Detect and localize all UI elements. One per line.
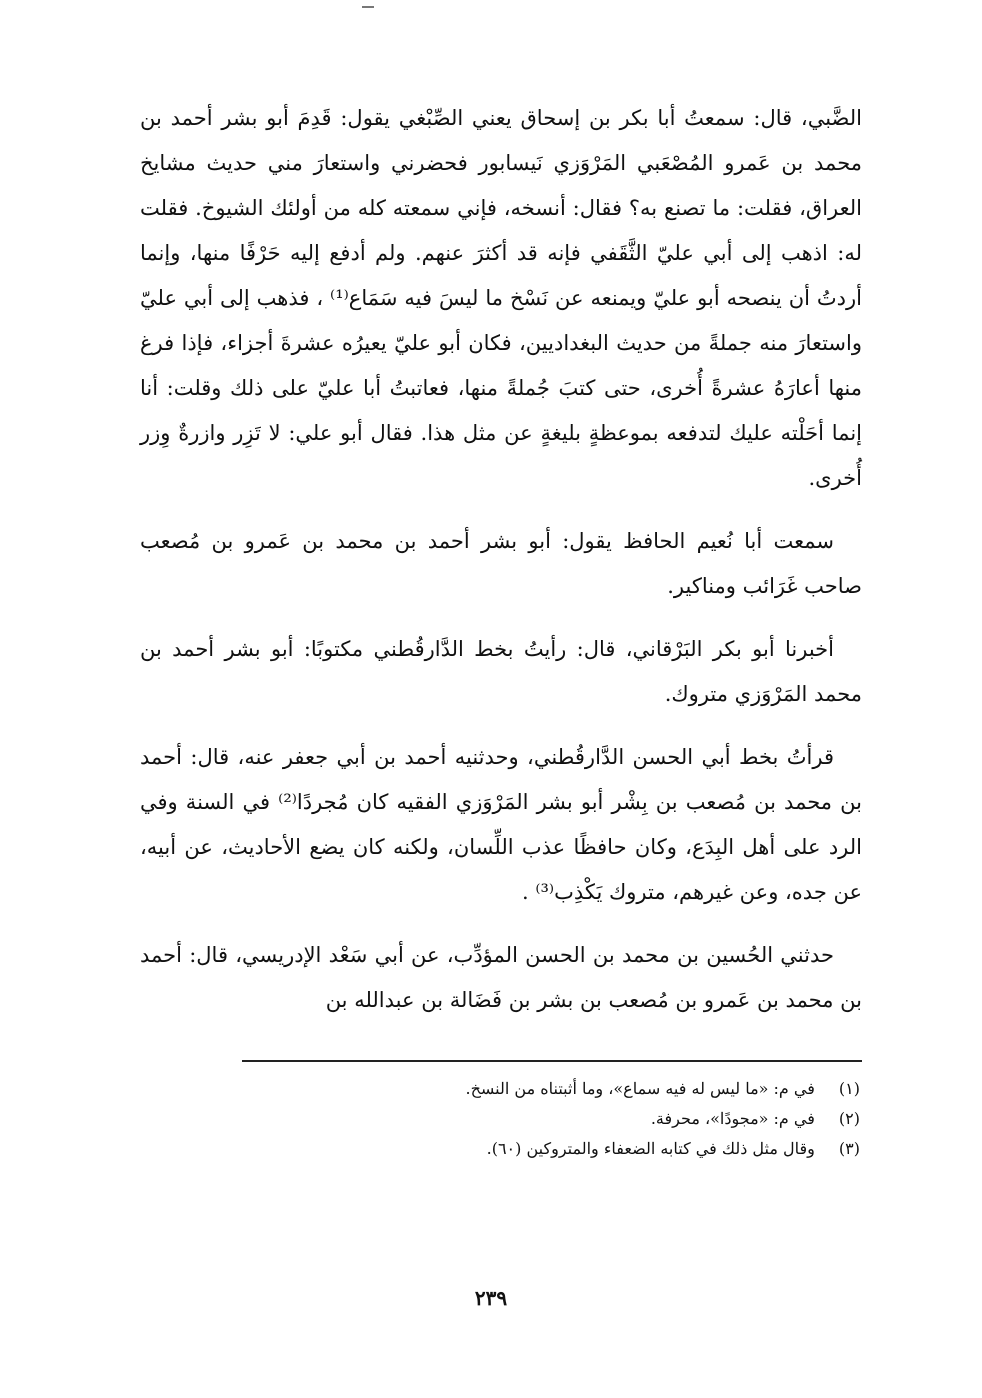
paragraph-2: سمعت أبا نُعيم الحافظ يقول: أبو بشر أحمد بن محمد بن عَمرو بن مُصعب صاحب غَرَائب ومناكير. xyxy=(140,529,862,598)
footnote-text: في م: «مجودًا»، محرفة. xyxy=(650,1109,815,1128)
footnote-number: (٢) xyxy=(838,1109,860,1128)
paragraph-5: حدثني الحُسين بن محمد بن الحسن المؤدِّب، عن أبي سَعْد الإدريسي، قال: أحمد بن محمد بن عَمرو بن مُصعب بن بشر بن فَضَالة بن عبدالله بن xyxy=(140,943,862,1012)
footnote-text: في م: «ما ليس له فيه سماع»، وما أثبتناه من النسخ. xyxy=(465,1079,815,1098)
paragraph-3: أخبرنا أبو بكر البَرْقاني، قال: رأيتُ بخط الدَّارقُطني مكتوبًا: أبو بشر أحمد بن محمد المَرْوَزي متروك. xyxy=(140,637,862,706)
footnote-1 xyxy=(360,1074,860,1104)
footnote-2 xyxy=(360,1104,860,1134)
paragraph-4: قرأتُ بخط أبي الحسن الدَّارقُطني، وحدثنيه أحمد بن أبي جعفر عنه، قال: أحمد بن محمد بن مُصعب بن بِشْر أبو بشر المَرْوَزي الفقيه كان مُجردًا⁽²⁾ في السنة وفي الرد على أهل البِدَع، وكان حافظًا عذب اللِّسان، ولكنه كان يضع الأحاديث، عن أبيه، عن جده، وعن غيرهم، متروك يَكْذِب⁽³⁾ . xyxy=(140,745,862,904)
footnote-number: (١) xyxy=(838,1079,860,1098)
footnote-divider xyxy=(242,1060,862,1062)
footnotes xyxy=(360,1074,860,1164)
paragraph-1: الضَّبي، قال: سمعتُ أبا بكر بن إسحاق يعني الصِّبْغي يقول: قَدِمَ أبو بشر أحمد بن محمد بن عَمرو المُصْعَبي المَرْوَزي نَيسابور فحضرني واستعارَ مني حديث مشايخ العراق، فقلت: ما تصنع به؟ فقال: أنسخه، فإني سمعته كله من أولئك الشيوخ. فقلت له: اذهب إلى أبي عليّ الثَّقَفي فإنه قد أكثرَ عنهم. ولم أدفع إليه حَرْفًا منها، وإنما أردتُ أن ينصحه أبو عليّ ويمنعه عن نَسْخ ما ليسَ فيه سَمَاع⁽¹⁾ ، فذهب إلى أبي عليّ واستعارَ منه جملةً من حديث البغداديين، فكان أبو عليّ يعيرُه عشرةَ أجزاء، فإذا فرغ منها أعارَهُ عشرةً أُخرى، حتى كتبَ جُملةً منها، فعاتبتُ أبا عليّ على ذلك وقلت: أنا إنما أحَلْته عليك لتدفعه بموعظةٍ بليغةٍ عن مثل هذا. فقال أبو علي: لا تَزِر وازرةٌ وِزر أُخرى. xyxy=(140,106,862,490)
footnote-number: (٣) xyxy=(838,1139,860,1158)
footnote-3 xyxy=(360,1134,860,1164)
page-number: ٢٣٩ xyxy=(474,1286,508,1310)
footnote-text: وقال مثل ذلك في كتابه الضعفاء والمتروكين (٦٠). xyxy=(486,1139,815,1158)
main-text xyxy=(140,96,862,1041)
top-mark xyxy=(362,6,374,8)
